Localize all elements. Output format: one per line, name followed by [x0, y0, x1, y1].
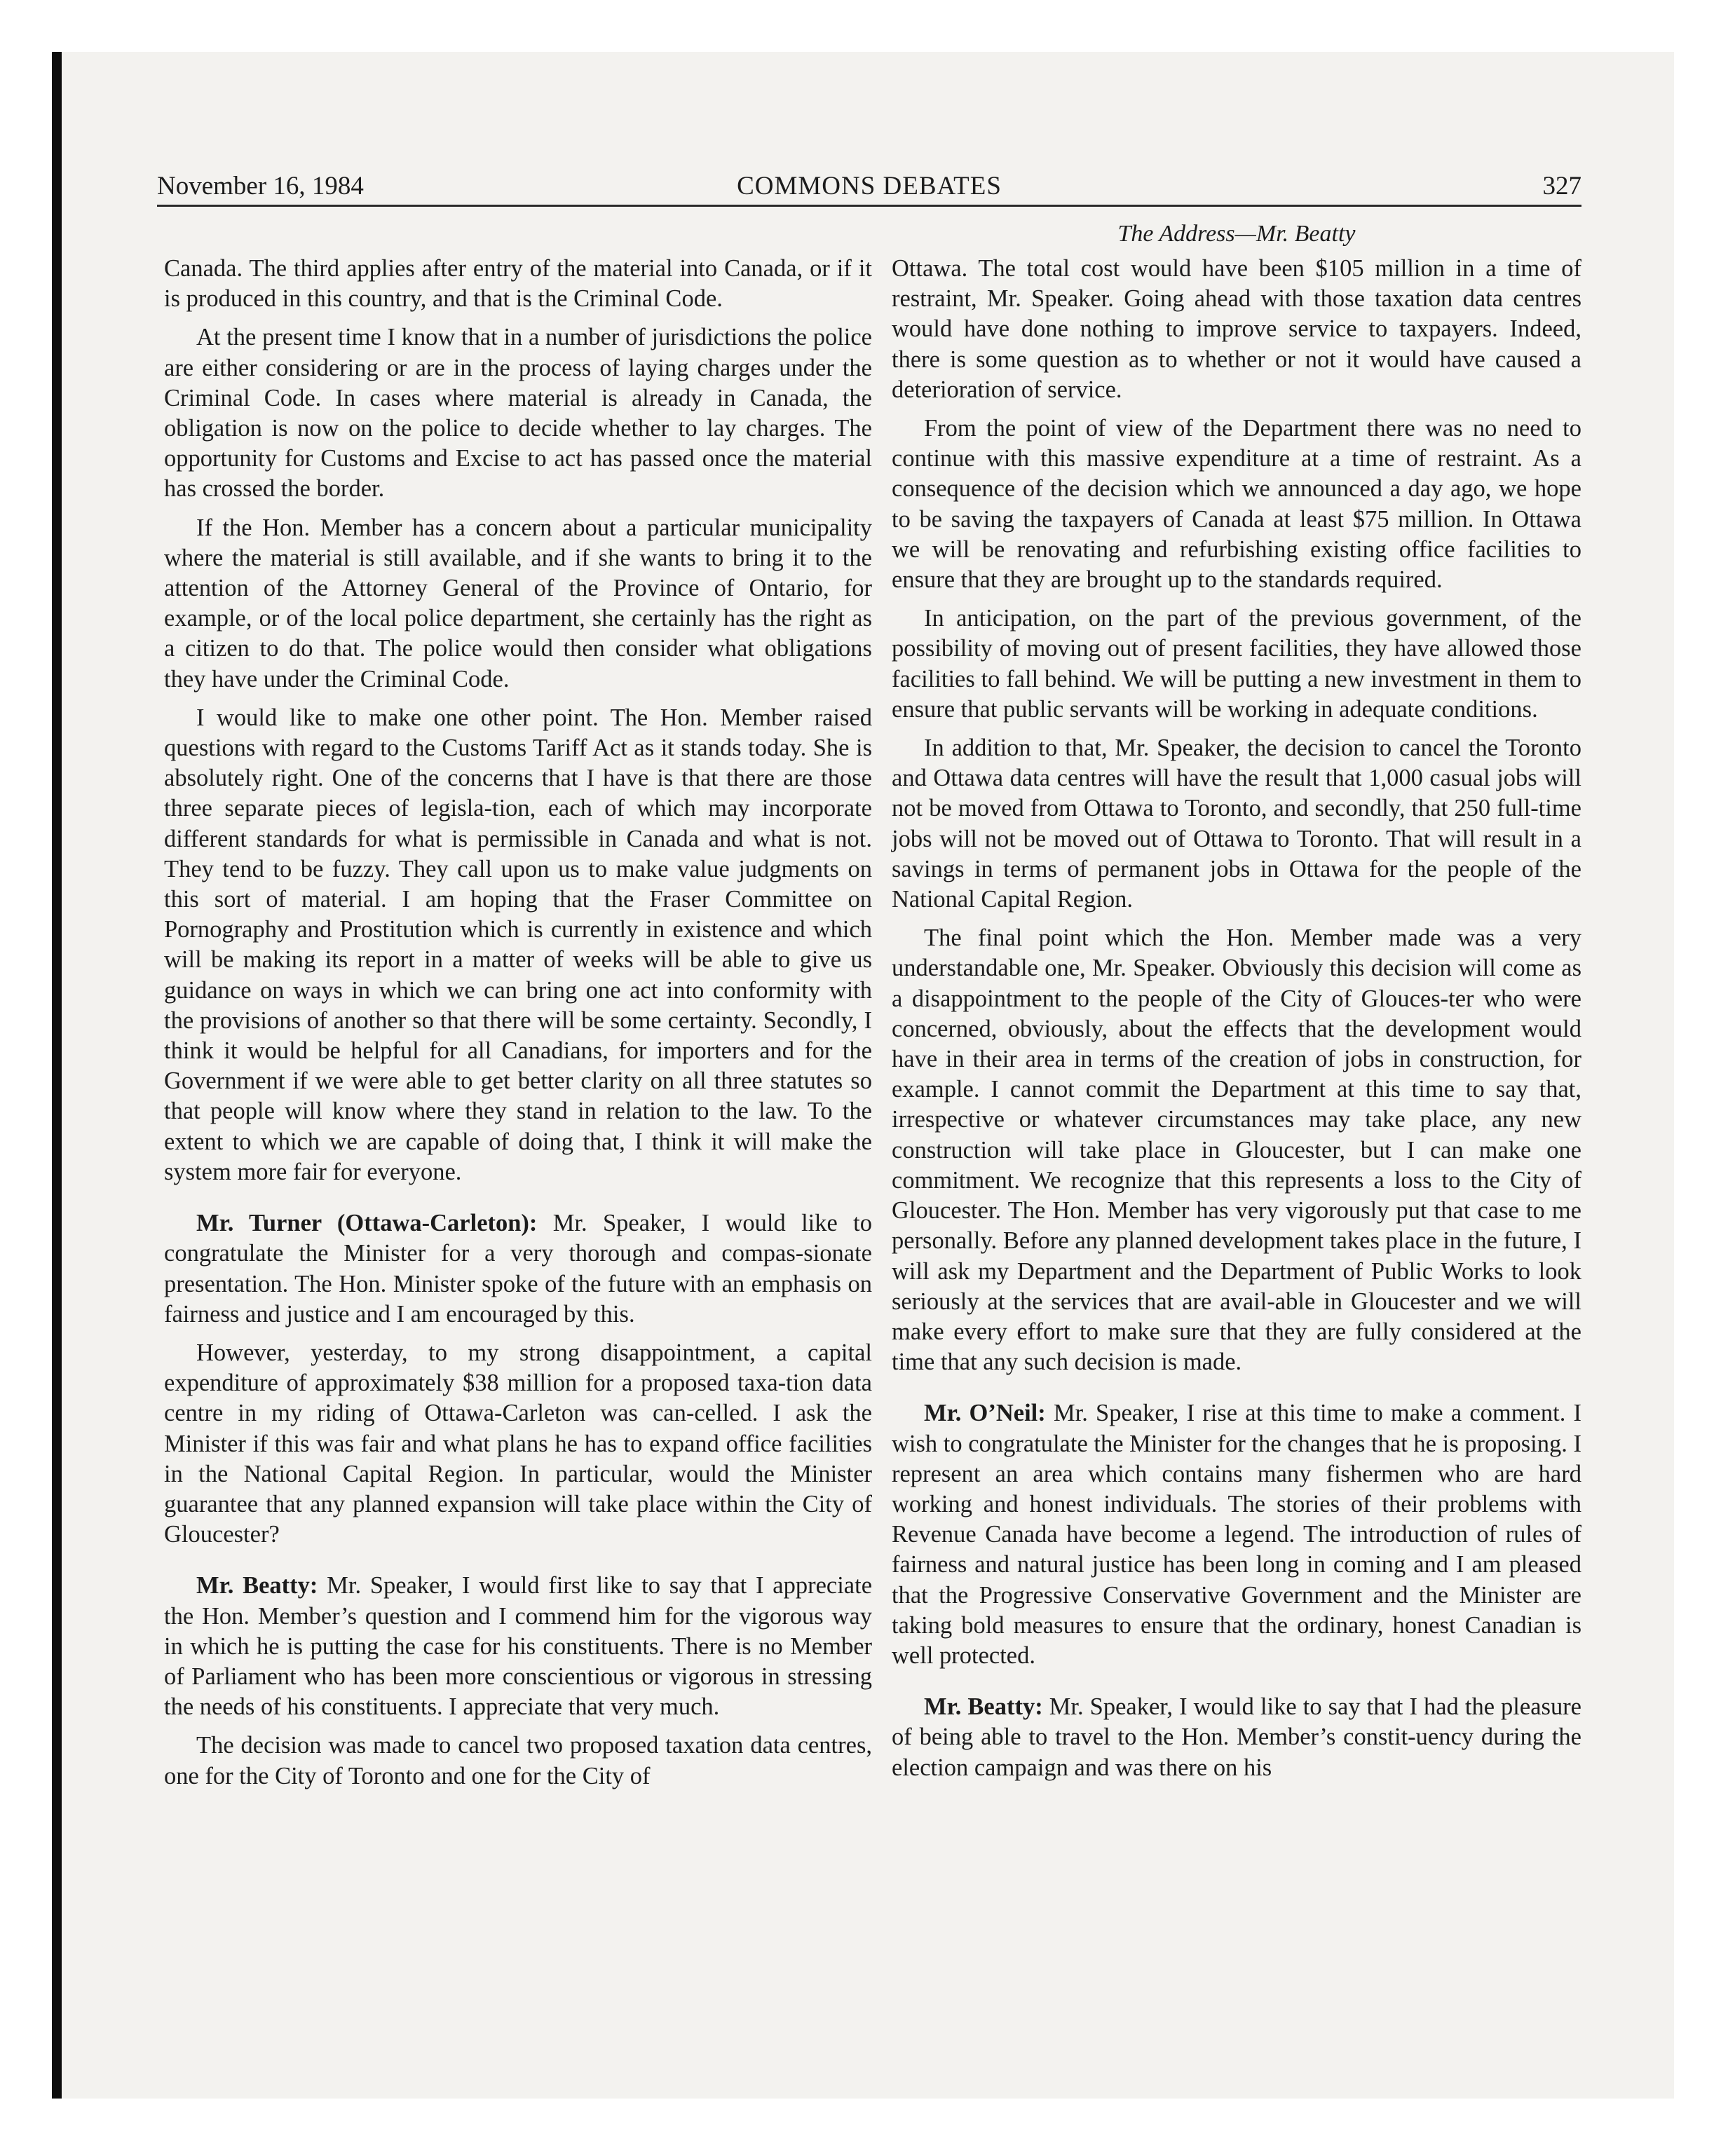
- paragraph: However, yesterday, to my strong disappointment, a capital expenditure of approximately $38 million for a proposed taxa-tion data centre in my riding of Ottawa-Carleton was can-celled. I ask the Minister if this was fair and what plans he has to expand office facilities in the National Capital Region. In particular, would the Minister guarantee that any planned expansion will take place within the City of Gloucester?: [164, 1339, 872, 1548]
- page-number: 327: [1542, 172, 1581, 200]
- paragraph: The final point which the Hon. Member made was a very understandable one, Mr. Speaker. Obviously this decision will come as a disappointment to the people of the City of Glouces-ter who were concerned, obviously, about the effects that the development would have in their area in terms of the creation of jobs in construction, for example. I cannot commit the Department at this time to say that, irrespective or whatever circumstances may take place, any new construction will take place in Gloucester, but I can make one commitment. We recognize that this represents a loss to the City of Gloucester. The Hon. Member has very vigorously put that case to me personally. Before any planned development takes place in the future, I will ask my Department and the Department of Public Works to look seriously at the services that are avail-able in Gloucester and we will make every effort to make sure that they are fully considered at the time that any such decision is made.: [892, 925, 1581, 1376]
- paragraph: If the Hon. Member has a concern about a particular municipality where the material is still available, and if she wants to bring it to the attention of the Attorney General of the Province of Ontario, for example, or of the local police department, she certainly has the right as a citizen to do that. The police would then consider what obligations they have under the Criminal Code.: [164, 514, 872, 692]
- speech-text: Mr. Speaker, I would like to say that I had the pleasure of being able to travel to the Hon. Member’s constit-uency during the election campaign and was there on his: [892, 1693, 1581, 1781]
- speech-text: Mr. Speaker, I rise at this time to make a comment. I wish to congratulate the Minister for the changes that he is proposing. I represent an area which contains many fishermen who are hard working and honest individuals. The stories of their problems with Revenue Canada have become a legend. The introduction of rules of fairness and natural justice has been long in coming and I am pleased that the Progressive Conservative Government and the Minister are taking bold measures to ensure that the ordinary, honest Canadian is well protected.: [892, 1400, 1582, 1669]
- paragraph: At the present time I know that in a number of jurisdictions the police are either considering or are in the process of laying charges under the Criminal Code. In cases where material is already in Canada, the obligation is now on the police to decide whether to lay charges. The opportunity for Customs and Excise to act has passed once the material has crossed the border.: [164, 324, 872, 503]
- speaker-name: Mr. Turner (Ottawa-Carleton):: [196, 1210, 538, 1237]
- right-column: [892, 254, 1581, 1792]
- speaker-name: Mr. O’Neil:: [924, 1400, 1046, 1427]
- speech-text: Mr. Speaker, I would first like to say that I appreciate the Hon. Member’s question and I commend him for the vigorous way in which he is putting the case for his constituents. There is no Member of Parliament who has been more conscientious or vigorous in stressing the needs of his constituents. I appreciate that very much.: [164, 1572, 873, 1721]
- scan-edge: [52, 52, 62, 2099]
- speech-paragraph: [892, 1398, 1581, 1671]
- paragraph: The decision was made to cancel two proposed taxation data centres, one for the City of Toronto and one for the City of: [164, 1732, 872, 1789]
- left-column: [164, 254, 872, 1800]
- page-header: [157, 167, 1581, 206]
- paragraph: In anticipation, on the part of the previous government, of the possibility of moving out of present facilities, they have allowed those facilities to fall behind. We will be putting a new investment in them to ensure that public servants will be working in adequate conditions.: [892, 605, 1581, 723]
- header-rule: [157, 205, 1581, 207]
- header-title: COMMONS DEBATES: [737, 172, 1002, 200]
- running-head: The Address—Mr. Beatty: [1117, 221, 1356, 247]
- header-date: November 16, 1984: [157, 172, 364, 200]
- paragraph: In addition to that, Mr. Speaker, the decision to cancel the Toronto and Ottawa data centres will have the result that 1,000 casual jobs will not be moved from Ottawa to Toronto, and secondly, that 250 full-time jobs will not be moved out of Ottawa to Toronto. That will result in a savings in terms of permanent jobs in Ottawa for the people of the National Capital Region.: [892, 735, 1581, 913]
- speech-paragraph: [164, 1208, 872, 1330]
- paragraph: From the point of view of the Department there was no need to continue with this massive expenditure at a time of restraint. As a consequence of the decision which we announced a day ago, we hope to be saving the taxpayers of Canada at least $75 million. In Ottawa we will be renovating and refurbishing existing office facilities to ensure that they are brought up to the standards required.: [892, 415, 1581, 594]
- speaker-name: Mr. Beatty:: [924, 1693, 1043, 1721]
- speech-text: Mr. Speaker, I would like to congratulate the Minister for a very thorough and compas-sionate presentation. The Hon. Minister spoke of the future with an emphasis on fairness and justice and I am encouraged by this.: [164, 1210, 872, 1328]
- speaker-name: Mr. Beatty:: [196, 1572, 318, 1599]
- speech-paragraph: [164, 1571, 872, 1722]
- paragraph: Ottawa. The total cost would have been $105 million in a time of restraint, Mr. Speaker. Going ahead with those taxation data centres would have done nothing to improve service to taxpayers. Indeed, there is some question as to whether or not it would have caused a deterioration of service.: [892, 255, 1581, 403]
- speech-paragraph: [892, 1692, 1581, 1783]
- paragraph: Canada. The third applies after entry of the material into Canada, or if it is produced in this country, and that is the Criminal Code.: [164, 255, 872, 313]
- paragraph: I would like to make one other point. The Hon. Member raised questions with regard to the Customs Tariff Act as it stands today. She is absolutely right. One of the concerns that I have is that there are those three separate pieces of legisla-tion, each of which may incorporate different standards for what is permissible in Canada and what is not. They tend to be fuzzy. They call upon us to make value judgments on this sort of material. I am hoping that the Fraser Committee on Pornography and Prostitution which is currently in existence and which will be making its report in a matter of weeks will be able to give us guidance on ways in which we can bring one act into conformity with the provisions of another so that there will be some certainty. Secondly, I think it would be helpful for all Canadians, for importers and for the Government if we were able to get better clarity on all three statutes so that people will know where they stand in relation to the law. To the extent to which we are capable of doing that, I think it will make the system more fair for everyone.: [164, 704, 872, 1185]
